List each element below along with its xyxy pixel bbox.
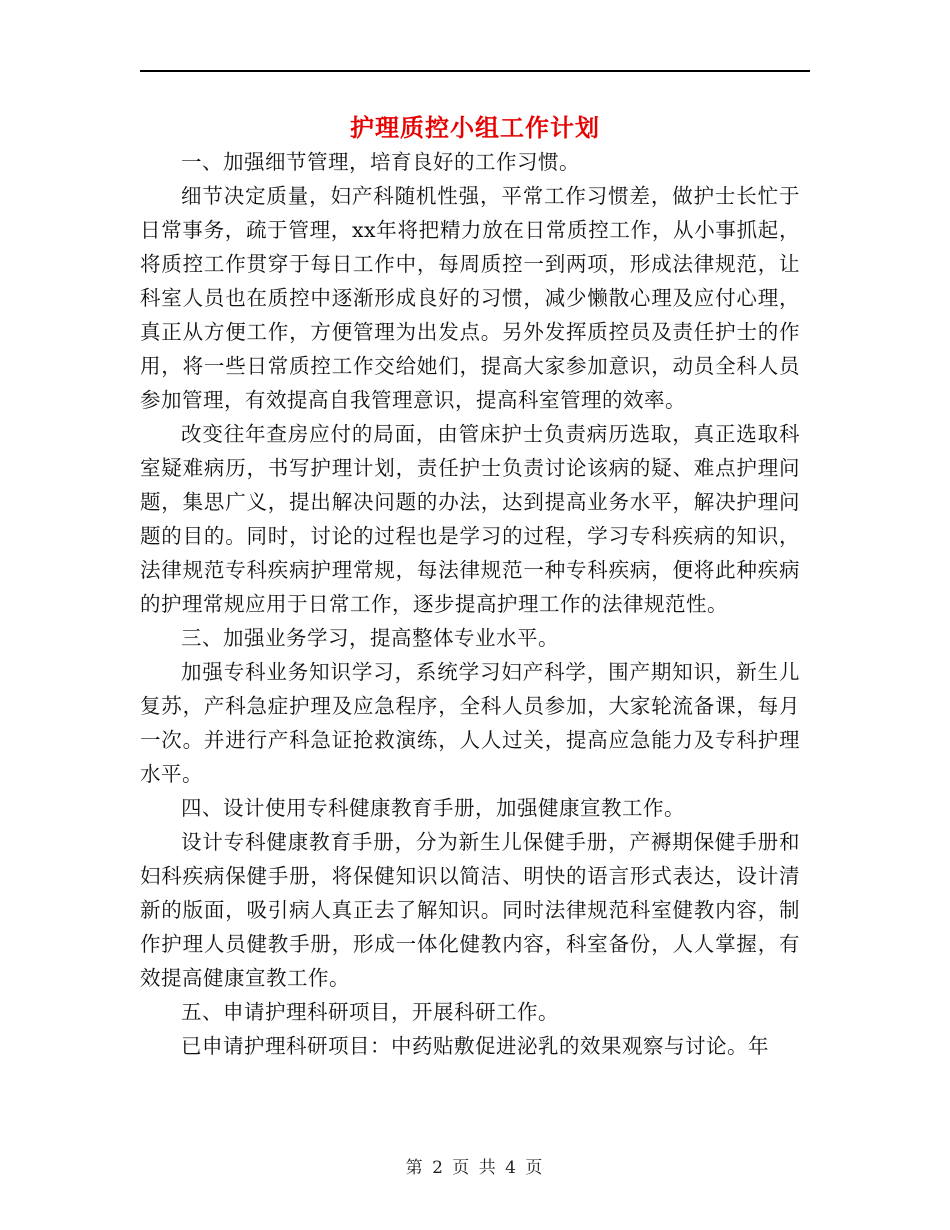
document-body xyxy=(140,145,800,1063)
page-number: 第 2 页 共 4 页 xyxy=(405,1158,545,1178)
section-heading-5: 五、申请护理科研项目，开展科研工作。 xyxy=(181,1000,559,1024)
section-heading-4: 四、设计使用专科健康教育手册，加强健康宣教工作。 xyxy=(181,796,685,820)
section-heading-3: 三、加强业务学习，提高整体专业水平。 xyxy=(181,626,559,650)
paragraph-2: 改变往年查房应付的局面，由管床护士负责病历选取，真正选取科室疑难病历，书写护理计划，责任护士负责讨论该病的疑、难点护理问题，集思广义，提出解决问题的办法，达到提高业务水平，解决护理问题的目的。同时，讨论的过程也是学习的过程，学习专科疾病的知识，法律规范专科疾病护理常规，每法律规范一种专科疾病，便将此种疾病的护理常规应用于日常工作，逐步提高护理工作的法律规范性。 xyxy=(140,422,800,616)
section-heading-1: 一、加强细节管理，培育良好的工作习惯。 xyxy=(181,150,580,174)
header-rule xyxy=(140,70,810,72)
paragraph-4: 设计专科健康教育手册，分为新生儿保健手册，产褥期保健手册和妇科疾病保健手册，将保健知识以简洁、明快的语言形式表达，设计清新的版面，吸引病人真正去了解知识。同时法律规范科室健教内容，制作护理人员健教手册，形成一体化健教内容，科室备份，人人掌握，有效提高健康宣教工作。 xyxy=(140,830,800,990)
paragraph-3: 加强专科业务知识学习，系统学习妇产科学，围产期知识，新生儿复苏，产科急症护理及应急程序，全科人员参加，大家轮流备课，每月一次。并进行产科急证抢救演练，人人过关，提高应急能力及专科护理水平。 xyxy=(140,660,800,786)
paragraph-5: 已申请护理科研项目：中药贴敷促进泌乳的效果观察与讨论。年 xyxy=(181,1034,769,1058)
paragraph-1: 细节决定质量，妇产科随机性强，平常工作习惯差，做护士长忙于日常事务，疏于管理，xx年将把精力放在日常质控工作，从小事抓起，将质控工作贯穿于每日工作中，每周质控一到两项，形成法律规范，让科室人员也在质控中逐渐形成良好的习惯，减少懒散心理及应付心理，真正从方便工作，方便管理为出发点。另外发挥质控员及责任护士的作用，将一些日常质控工作交给她们，提高大家参加意识，动员全科人员参加管理，有效提高自我管理意识，提高科室管理的效率。 xyxy=(140,184,800,412)
document-title: 护理质控小组工作计划 xyxy=(350,113,600,142)
